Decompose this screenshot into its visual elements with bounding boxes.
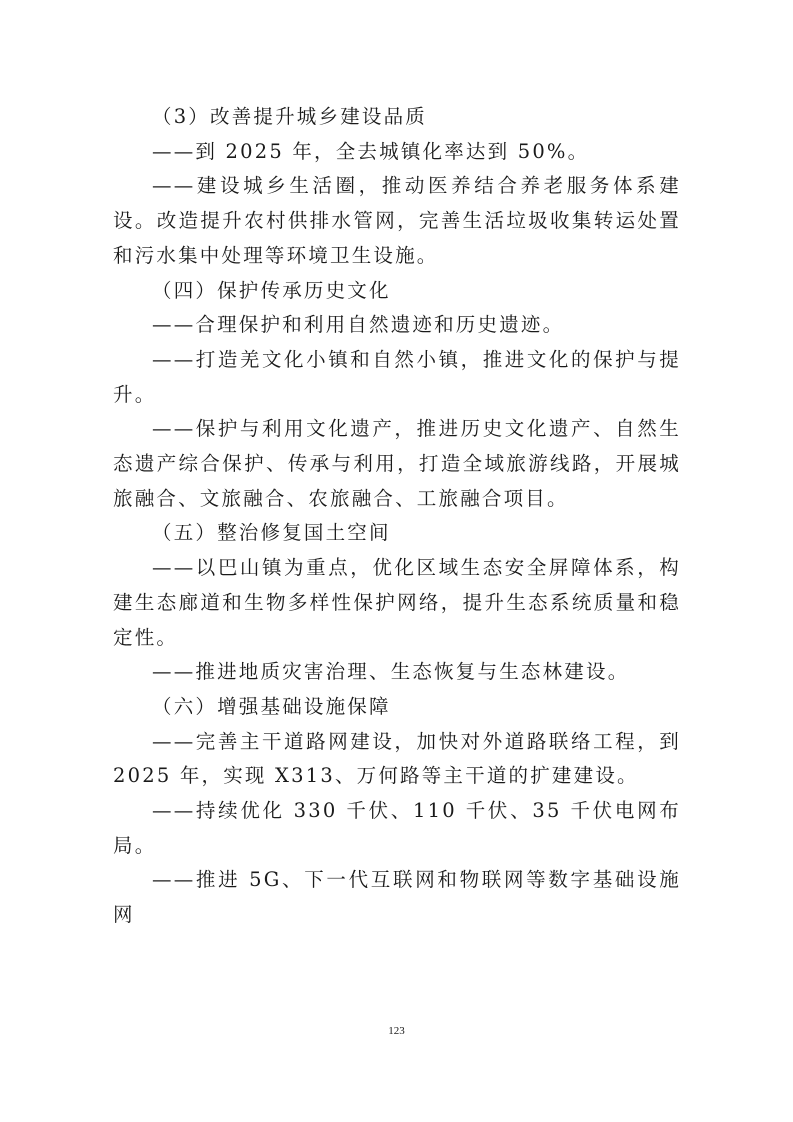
paragraph-protect-relics: ——合理保护和利用自然遗迹和历史遗迹。 bbox=[152, 313, 565, 337]
paragraph-road-network: ——完善主干道路网建设，加快对外道路联络工程，到 2025 年，实现 X313、万何路等主干道的扩建建设。 bbox=[113, 729, 681, 788]
paragraph-urbanization-rate: ——到 2025 年，全去城镇化率达到 50%。 bbox=[152, 139, 590, 163]
section-heading-protect-heritage: （四）保护传承历史文化 bbox=[152, 278, 391, 302]
section-heading-infrastructure: （六）增强基础设施保障 bbox=[152, 694, 391, 718]
page-number: 123 bbox=[388, 1025, 405, 1037]
section-heading-restore-land-space: （五）整治修复国土空间 bbox=[152, 521, 391, 545]
section-heading-improve-urban-rural: （3）改善提升城乡建设品质 bbox=[152, 105, 428, 128]
paragraph-ecological-barrier: ——以巴山镇为重点，优化区域生态安全屏障体系，构建生态廊道和生物多样性保护网络，提升生态系统质量和稳定性。 bbox=[113, 556, 681, 649]
paragraph-culture-towns: ——打造羌文化小镇和自然小镇，推进文化的保护与提升。 bbox=[113, 347, 681, 406]
paragraph-cultural-heritage: ——保护与利用文化遗产，推进历史文化遗产、自然生态遗产综合保护、传承与利用，打造全域旅游线路，开展城旅融合、文旅融合、农旅融合、工旅融合项目。 bbox=[113, 417, 681, 510]
document-body bbox=[113, 100, 681, 933]
paragraph-digital-infrastructure: ——推进 5G、下一代互联网和物联网等数字基础设施网 bbox=[113, 868, 681, 927]
paragraph-geological-hazards: ——推进地质灾害治理、生态恢复与生态林建设。 bbox=[152, 660, 630, 684]
paragraph-power-grid: ——持续优化 330 千伏、110 千伏、35 千伏电网布局。 bbox=[113, 799, 681, 857]
paragraph-living-circle: ——建设城乡生活圈，推动医养结合养老服务体系建设。改造提升农村供排水管网，完善生活垃圾收集转运处置和污水集中处理等环境卫生设施。 bbox=[113, 174, 681, 267]
